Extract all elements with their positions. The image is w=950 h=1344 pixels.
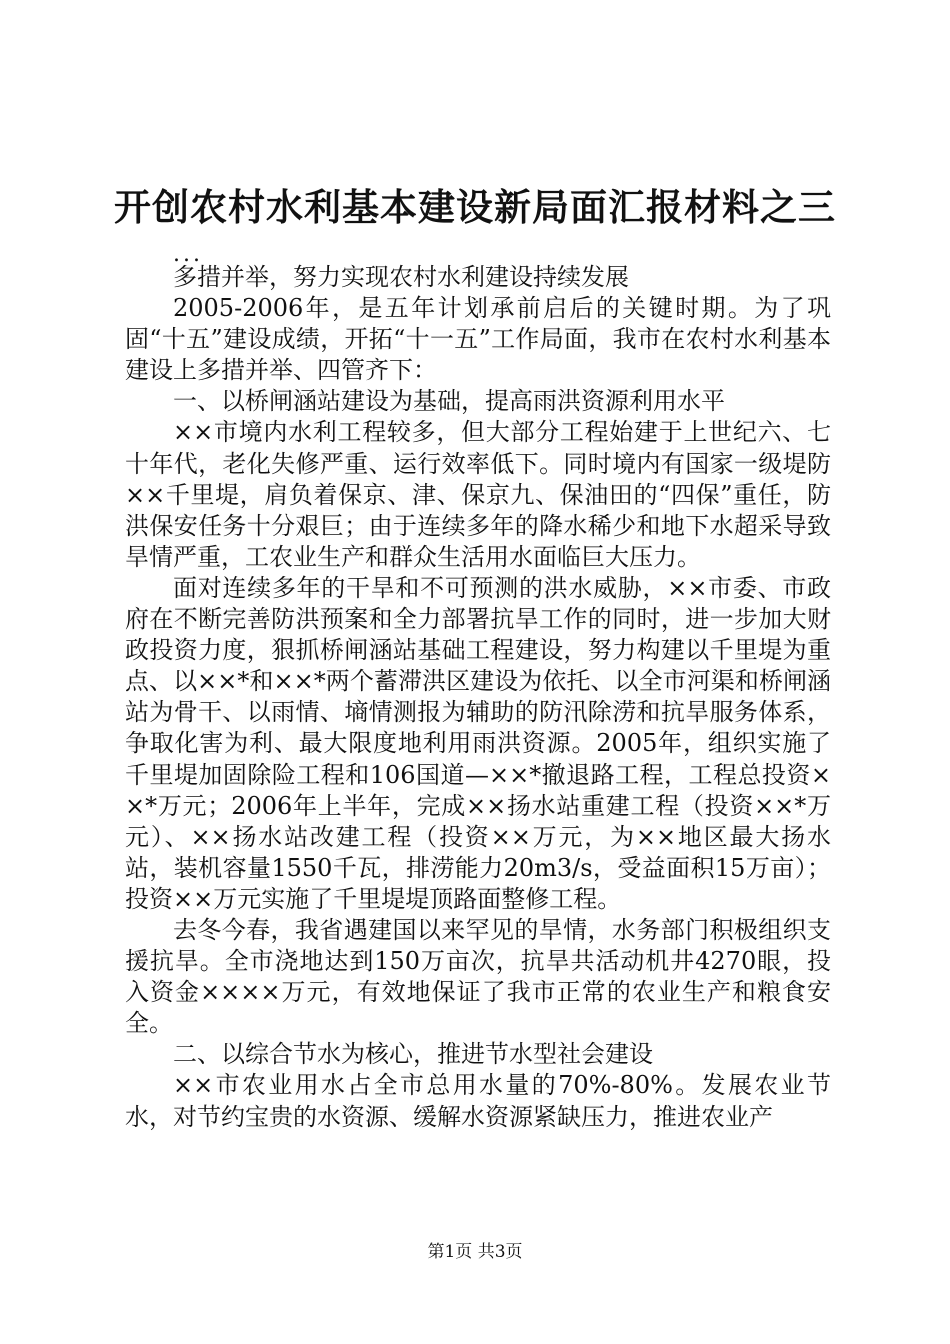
section-heading: 二、以综合节水为核心，推进节水型社会建设 [173,1040,653,1069]
paragraph: 去冬今春，我省遇建国以来罕见的旱情，水务部门积极组织支援抗旱。全市浇地达到150万亩次，抗旱共活动机井4270眼，投入资金××××万元，有效地保证了我市正常的农业生产和粮食安全。 [125,915,831,1038]
paragraph: 2005-2006年，是五年计划承前启后的关键时期。为了巩固“十五”建设成绩，开拓“十一五”工作局面，我市在农村水利基本建设上多措并举、四管齐下： [125,294,831,385]
section-heading: 一、以桥闸涵站建设为基础，提高雨洪资源利用水平 [173,387,725,416]
paragraph: ××市境内水利工程较多，但大部分工程始建于上世纪六、七十年代，老化失修严重、运行效率低下。同时境内有国家一级堤防××千里堤，肩负着保京、津、保京九、保油田的“四保”重任，防洪保安任务十分艰巨；由于连续多年的降水稀少和地下水超采导致旱情严重，工农业生产和群众生活用水面临巨大压力。 [125,418,831,571]
document-subtitle: ... [173,242,203,267]
paragraph: 面对连续多年的干旱和不可预测的洪水威胁，××市委、市政府在不断完善防洪预案和全力部署抗旱工作的同时，进一步加大财政投资力度，狠抓桥闸涵站基础工程建设，努力构建以千里堤为重点、以××*和××*两个蓄滞洪区建设为依托、以全市河渠和桥闸涵站为骨干、以雨情、墒情测报为辅助的防汛除涝和抗旱服务体系，争取化害为利、最大限度地利用雨洪资源。2005年，组织实施了千里堤加固除险工程和106国道—××*撤退路工程，工程总投资××*万元；2006年上半年，完成××扬水站重建工程（投资××*万元）、××扬水站改建工程（投资××万元，为××地区最大扬水站，装机容量1550千瓦，排涝能力20m3/s，受益面积15万亩）；投资××万元实施了千里堤堤顶路面整修工程。 [125,573,831,913]
document-title: 开创农村水利基本建设新局面汇报材料之三 [114,185,836,229]
document-body [125,262,831,1133]
page-footer: 第1页 共3页 [427,1242,523,1262]
paragraph: 多措并举，努力实现农村水利建设持续发展 [173,263,629,291]
paragraph: ××市农业用水占全市总用水量的70%-80%。发展农业节水，对节约宝贵的水资源、缓解水资源紧缺压力，推进农业产 [125,1071,831,1131]
